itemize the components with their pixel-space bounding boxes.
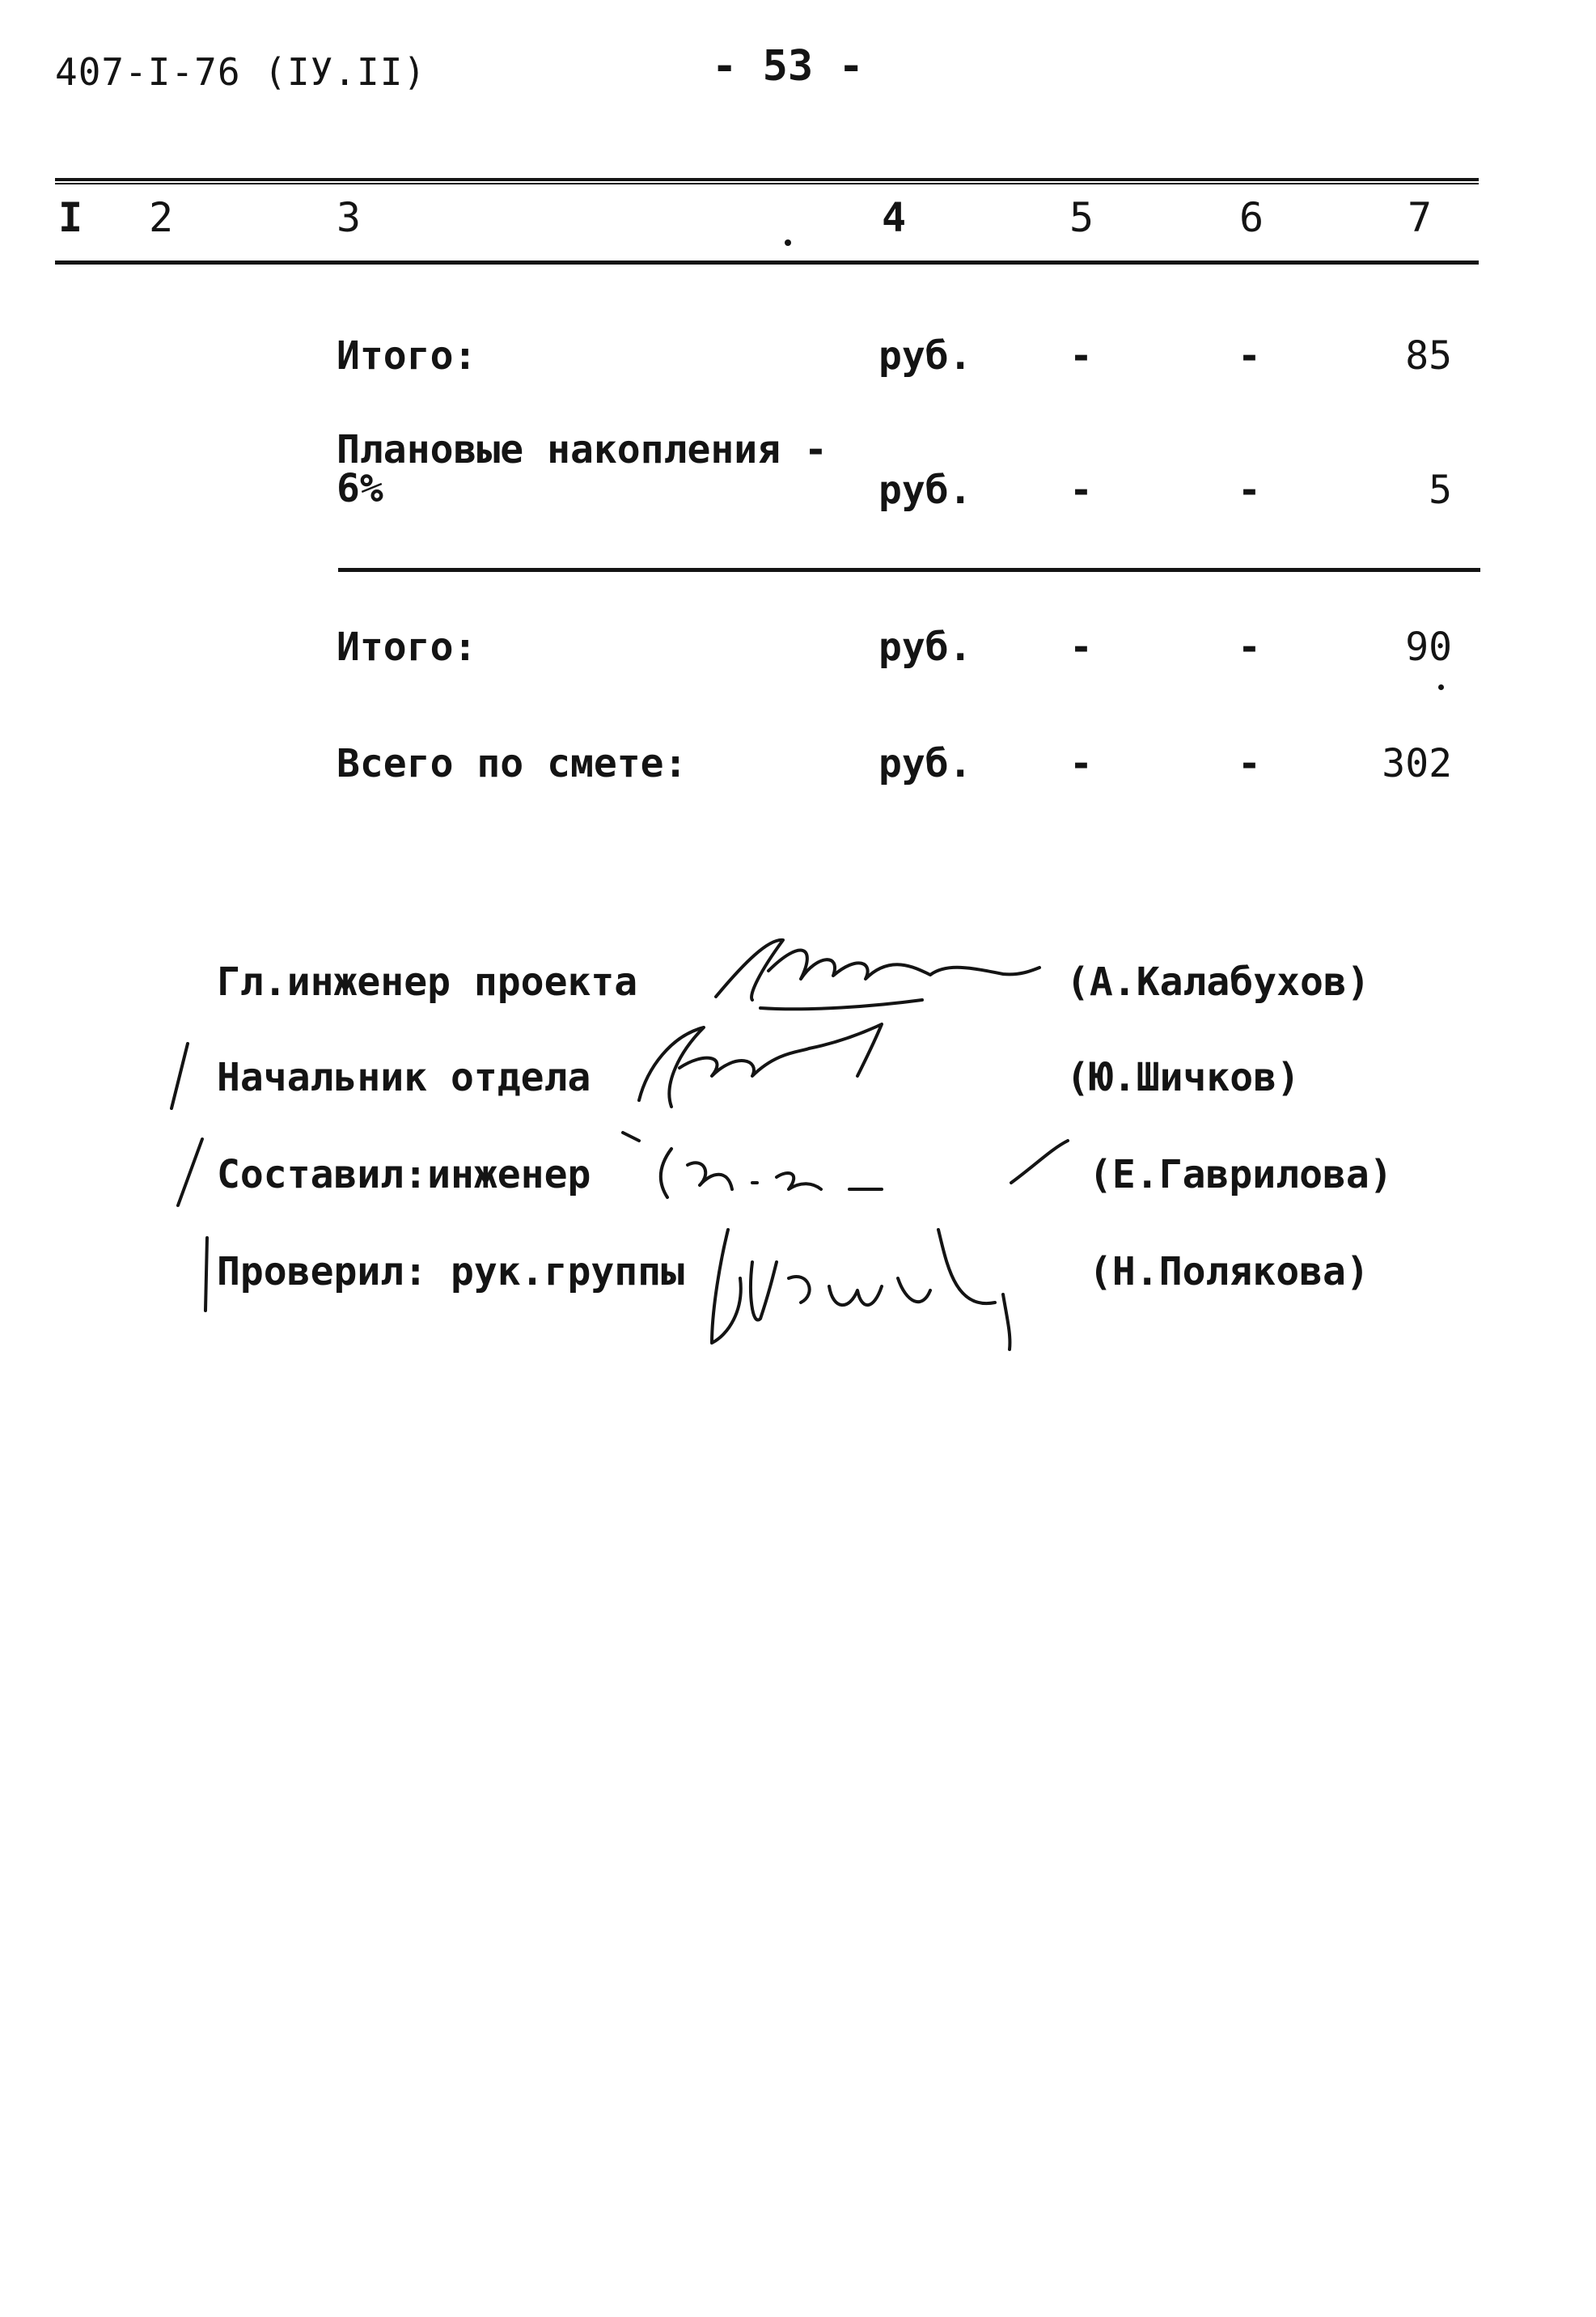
check-mark-1: [171, 1044, 188, 1108]
table-row-1-col5: -: [1069, 333, 1093, 379]
table-row-3-col7: 90: [1405, 625, 1452, 670]
table-row-1-col6: -: [1238, 333, 1261, 379]
check-mark-3: [205, 1238, 207, 1311]
signature-title-chief-engineer: Гл.инженер проекта: [217, 959, 638, 1005]
table-row-1-col7: 85: [1405, 333, 1452, 379]
document-code: 407-I-76 (IУ.II): [55, 50, 427, 94]
signature-title-checker: Проверил: рук.группы: [217, 1249, 684, 1294]
column-header-1: I: [58, 194, 83, 241]
table-row-4-col5: -: [1069, 741, 1093, 786]
column-header-3: 3: [337, 194, 362, 241]
table-row-1-unit: руб.: [878, 333, 972, 379]
tick-mark: [623, 1133, 639, 1141]
column-header-2: 2: [149, 194, 174, 241]
signature-name-chief-engineer: (А.Калабухов): [1066, 959, 1370, 1005]
table-row-4-col6: -: [1238, 741, 1261, 786]
signature-name-department-head: (Ю.Шичков): [1066, 1055, 1300, 1100]
table-row-2-description: Плановые накопления - 6%: [337, 427, 828, 511]
signature-mark-4: [712, 1230, 1010, 1349]
table-row-4-unit: руб.: [878, 741, 972, 786]
signature-mark-2: [639, 1024, 882, 1107]
page-number: - 53 -: [712, 42, 864, 91]
signature-name-compiler: (Е.Гаврилова): [1089, 1152, 1393, 1197]
table-row-4-description: Всего по смете:: [337, 741, 688, 786]
signature-mark-3: [661, 1141, 1068, 1197]
column-header-5: 5: [1069, 194, 1094, 241]
signature-mark-1: [716, 940, 1039, 1009]
table-row-3-description: Итого:: [337, 625, 477, 670]
table-row-3-unit: руб.: [878, 625, 972, 670]
signature-title-department-head: Начальник отдела: [217, 1055, 591, 1100]
column-header-7: 7: [1408, 194, 1433, 241]
table-row-4-col7: 302: [1382, 741, 1452, 786]
table-row-1-description: Итого:: [337, 333, 477, 379]
table-row-2-unit: руб.: [878, 468, 972, 513]
signature-title-compiler: Составил:инженер: [217, 1152, 591, 1197]
column-header-6: 6: [1239, 194, 1264, 241]
check-mark-2: [178, 1139, 202, 1205]
signature-name-checker: (Н.Полякова): [1089, 1249, 1370, 1294]
table-row-3-col5: -: [1069, 625, 1093, 670]
table-row-2-col6: -: [1238, 468, 1261, 513]
table-row-2-col7: 5: [1429, 468, 1452, 513]
table-row-3-col6: -: [1238, 625, 1261, 670]
column-header-4: 4: [882, 194, 907, 241]
table-row-2-col5: -: [1069, 468, 1093, 513]
